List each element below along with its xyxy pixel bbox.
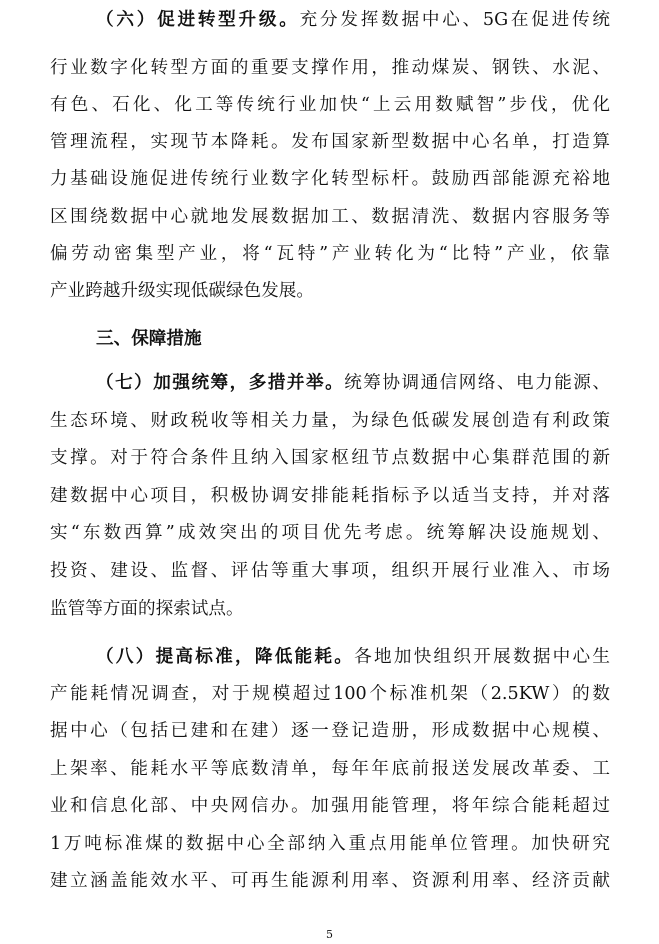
paragraph-7-line-5: 实“东数西算”成效突出的项目优先考虑。统筹解决设施规划、 <box>50 523 610 543</box>
paragraph-6-line-7: 偏劳动密集型产业，将“瓦特”产业转化为“比特”产业，依靠 <box>50 244 610 264</box>
paragraph-8-line-3: 据中心（包括已建和在建）逐一登记造册，形成数据中心规模、 <box>50 721 610 741</box>
paragraph-6-line-1 <box>96 5 610 35</box>
paragraph-6-lead: （六）促进转型升级。 <box>96 9 300 30</box>
page-number: 5 <box>326 928 333 941</box>
paragraph-6-line-4: 管理流程，实现节本降耗。发布国家新型数据中心名单，打造算 <box>50 132 610 152</box>
paragraph-7-line-7: 监管等方面的探索试点。 <box>50 599 244 619</box>
paragraph-6-line-3: 有色、石化、化工等传统行业加快“上云用数赋智”步伐，优化 <box>50 95 610 115</box>
paragraph-8-lead: （八）提高标准，降低能耗。 <box>96 646 355 667</box>
paragraph-6-line-6: 区围绕数据中心就地发展数据加工、数据清洗、数据内容服务等 <box>50 207 610 227</box>
paragraph-8-line-5: 业和信息化部、中央网信办。加强用能管理，将年综合能耗超过 <box>50 796 610 816</box>
paragraph-7-line-6: 投资、建设、监督、评估等重大事项，组织开展行业准入、市场 <box>50 561 610 581</box>
paragraph-8-line-6: 1万吨标准煤的数据中心全部纳入重点用能单位管理。加快研究 <box>50 834 610 854</box>
paragraph-7-lead: （七）加强统筹，多措并举。 <box>96 372 345 393</box>
paragraph-8-text: 各地加快组织开展数据中心生 <box>354 647 610 667</box>
paragraph-6-text: 充分发挥数据中心、5G在促进传统 <box>299 10 610 30</box>
paragraph-7-line-1 <box>96 368 610 398</box>
paragraph-8-line-2: 产能耗情况调查，对于规模超过100个标准机架（2.5KW）的数 <box>50 684 610 704</box>
paragraph-8-line-4: 上架率、能耗水平等底数清单，每年年底前报送发展改革委、工 <box>50 759 610 779</box>
paragraph-7-line-3: 支撑。对于符合条件且纳入国家枢纽节点数据中心集群范围的新 <box>50 448 610 468</box>
paragraph-7-line-2: 生态环境、财政税收等相关力量，为绿色低碳发展创造有利政策 <box>50 411 610 431</box>
paragraph-7-text: 统筹协调通信网络、电力能源、 <box>344 373 610 393</box>
paragraph-6-line-2: 行业数字化转型方面的重要支撑作用，推动煤炭、钢铁、水泥、 <box>50 58 610 78</box>
paragraph-7-line-4: 建数据中心项目，积极协调安排能耗指标予以适当支持，并对落 <box>50 486 610 506</box>
paragraph-6-line-8: 产业跨越升级实现低碳绿色发展。 <box>50 281 314 301</box>
paragraph-8-line-7: 建立涵盖能效水平、可再生能源利用率、资源利用率、经济贡献 <box>50 871 610 891</box>
paragraph-8-line-1 <box>96 642 610 672</box>
section-heading: 三、保障措施 <box>96 328 202 349</box>
paragraph-6-line-5: 力基础设施促进传统行业数字化转型标杆。鼓励西部能源充裕地 <box>50 169 610 189</box>
